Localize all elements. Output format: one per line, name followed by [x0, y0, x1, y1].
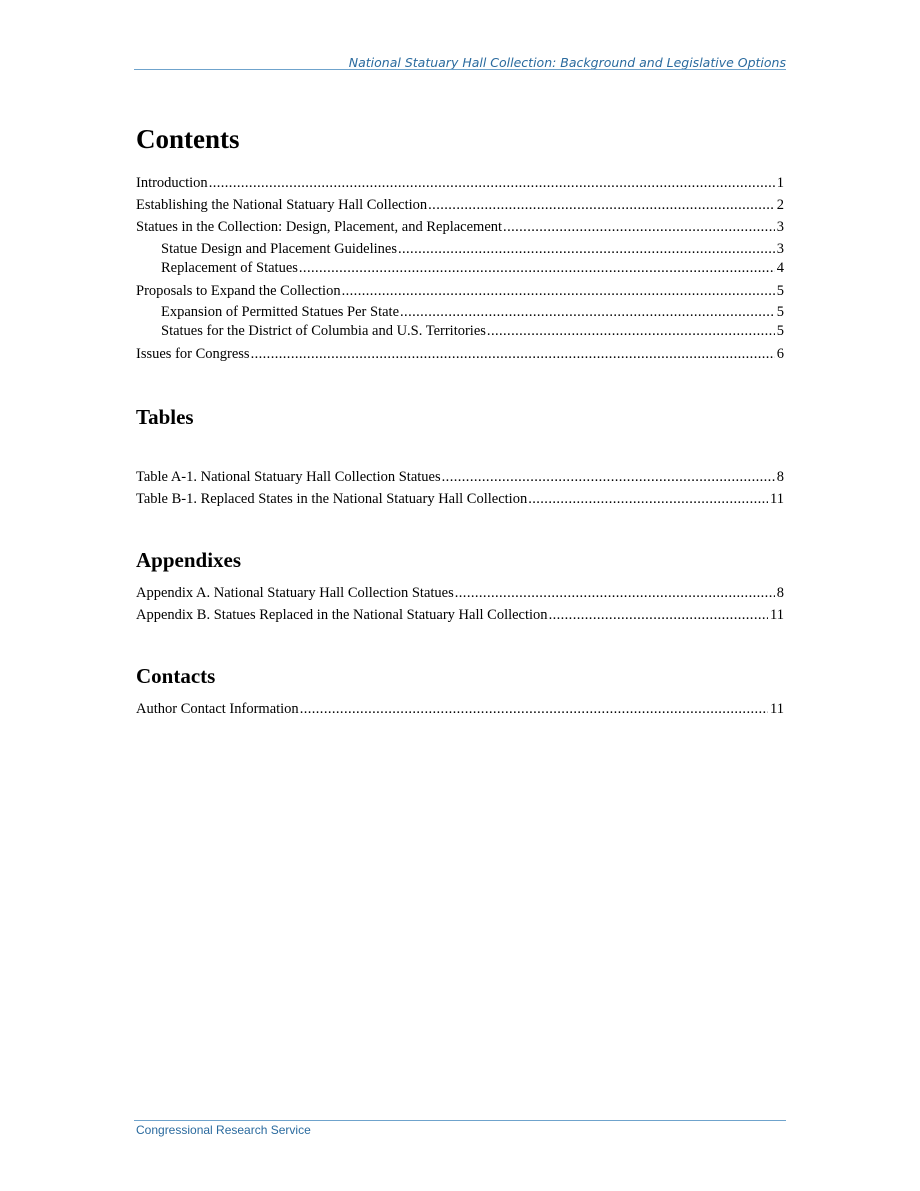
leader-dots [549, 606, 768, 625]
toc-entry-title: Issues for Congress [136, 346, 250, 362]
toc-entry-title: Table A-1. National Statuary Hall Collection Statues [136, 469, 441, 485]
contacts-heading: Contacts [136, 664, 216, 688]
leader-dots [299, 259, 775, 278]
leader-dots [455, 584, 775, 603]
toc-entry-title: Statue Design and Placement Guidelines [161, 241, 397, 257]
toc-entry-title: Statues in the Collection: Design, Placement, and Replacement [136, 219, 503, 235]
toc-entry-author-contact[interactable] [136, 700, 784, 719]
toc-entry-title: Author Contact Information [136, 701, 299, 717]
leader-dots [503, 218, 775, 237]
footer-rule [134, 1120, 786, 1121]
toc-entry-table-a1[interactable] [136, 468, 784, 487]
leader-dots [300, 700, 768, 719]
toc-entry-page: 5 [776, 283, 784, 299]
toc-entry-page: 8 [776, 469, 784, 485]
leader-dots [251, 345, 775, 364]
toc-entry-title: Introduction [136, 175, 208, 191]
appendixes-heading: Appendixes [136, 548, 242, 572]
toc-entry-issues[interactable] [136, 345, 784, 364]
running-header: National Statuary Hall Collection: Background and Legislative Options [348, 55, 786, 70]
toc-entry-expansion[interactable] [136, 303, 784, 322]
leader-dots [400, 303, 775, 322]
toc-entry-page: 11 [770, 701, 784, 717]
toc-entry-replacement[interactable] [136, 259, 784, 278]
leader-dots [487, 322, 775, 341]
toc-entry-page: 1 [776, 175, 784, 191]
leader-dots [342, 282, 775, 301]
leader-dots [528, 490, 768, 509]
toc-entry-introduction[interactable] [136, 174, 784, 193]
toc-entry-page: 6 [776, 346, 784, 362]
contacts-list [136, 700, 784, 719]
toc-entry-page: 11 [770, 491, 784, 507]
toc-entry-appendix-a[interactable] [136, 584, 784, 603]
toc-entry-title: Statues for the District of Columbia and U.S. Territories [161, 323, 486, 339]
toc-entry-title: Proposals to Expand the Collection [136, 283, 341, 299]
toc-entry-table-b1[interactable] [136, 490, 784, 509]
toc-entry-page: 2 [776, 197, 784, 213]
toc-entry-title: Establishing the National Statuary Hall Collection [136, 197, 428, 213]
toc-entry-title: Expansion of Permitted Statues Per State [161, 304, 400, 320]
leader-dots [442, 468, 775, 487]
leader-dots [428, 196, 775, 215]
toc-entry-page: 5 [776, 323, 784, 339]
tables-list [136, 468, 784, 506]
tables-heading: Tables [136, 405, 194, 429]
header-rule [134, 69, 786, 70]
appendixes-list [136, 584, 784, 622]
leader-dots [209, 174, 775, 193]
toc-entry-title: Appendix B. Statues Replaced in the National Statuary Hall Collection [136, 607, 548, 623]
toc-entry-appendix-b[interactable] [136, 606, 784, 625]
contents-heading: Contents [136, 124, 240, 154]
contents-list [136, 174, 784, 362]
leader-dots [398, 240, 775, 259]
footer-organization: Congressional Research Service [136, 1123, 311, 1137]
toc-entry-page: 8 [776, 585, 784, 601]
toc-entry-page: 5 [776, 304, 784, 320]
toc-entry-proposals[interactable] [136, 282, 784, 301]
toc-entry-design-guidelines[interactable] [136, 240, 784, 259]
toc-entry-title: Table B-1. Replaced States in the National Statuary Hall Collection [136, 491, 528, 507]
toc-entry-title: Replacement of Statues [161, 260, 298, 276]
toc-entry-page: 11 [770, 607, 784, 623]
toc-entry-page: 4 [776, 260, 784, 276]
toc-entry-title: Appendix A. National Statuary Hall Collection Statues [136, 585, 454, 601]
toc-entry-establishing[interactable] [136, 196, 784, 215]
toc-entry-dc-territories[interactable] [136, 322, 784, 341]
toc-entry-statues-in-collection[interactable] [136, 218, 784, 237]
toc-entry-page: 3 [776, 219, 784, 235]
toc-entry-page: 3 [776, 241, 784, 257]
